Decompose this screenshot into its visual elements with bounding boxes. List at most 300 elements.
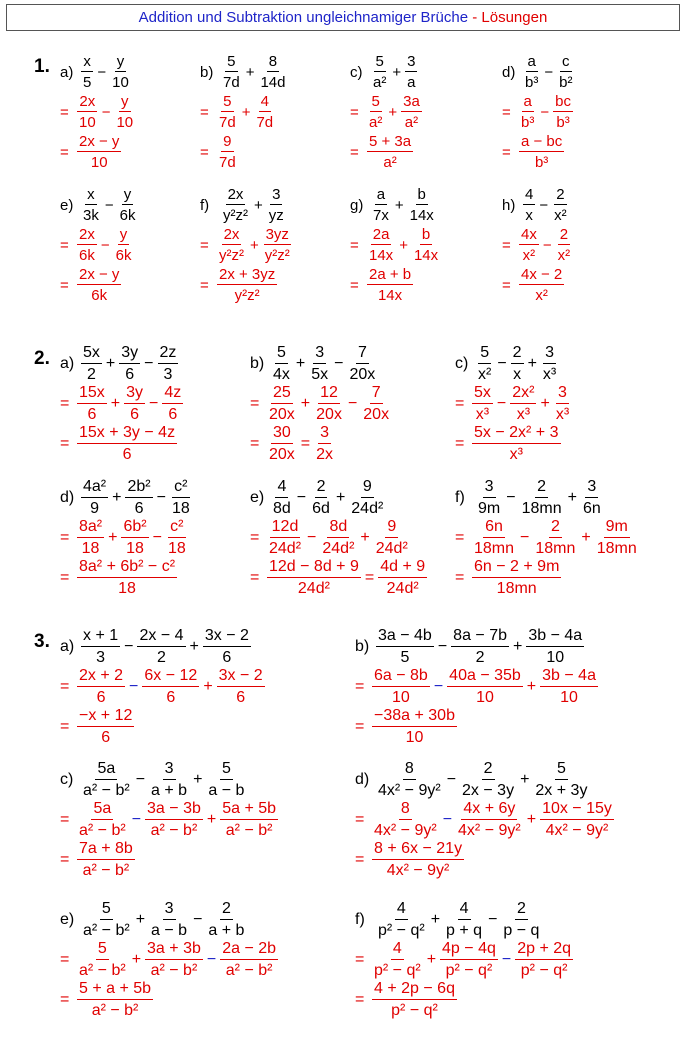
- fraction: [267, 559, 361, 597]
- fraction: [217, 134, 238, 170]
- denominator: 6n: [582, 500, 601, 517]
- solution-line: [355, 707, 599, 747]
- operator: =: [300, 435, 311, 452]
- solution-line: [250, 558, 428, 598]
- numerator: 6n − 2 + 9m: [472, 559, 561, 578]
- operator: −: [149, 395, 159, 412]
- fraction: [125, 479, 152, 517]
- numerator: 3yz: [265, 226, 289, 243]
- operator: −: [542, 236, 552, 254]
- solution-line: [355, 800, 615, 840]
- denominator: 4x² − 9y²: [458, 822, 521, 839]
- fraction: [77, 841, 135, 879]
- fraction: [81, 761, 132, 799]
- exercise-label: d): [355, 771, 370, 788]
- operator: −: [104, 196, 114, 214]
- denominator: 18: [167, 540, 186, 557]
- fraction: [376, 628, 434, 666]
- exercise-label: d): [60, 489, 75, 506]
- denominator: y²z²: [219, 247, 244, 264]
- equals-sign: =: [60, 236, 69, 254]
- fraction: [142, 668, 199, 706]
- numerator: y: [116, 53, 125, 70]
- fraction: [371, 187, 391, 223]
- numerator: 2p + 2q: [515, 941, 573, 960]
- numerator: 2: [535, 479, 548, 498]
- fraction: [472, 425, 561, 463]
- exercise: [60, 52, 136, 172]
- equals-sign: =: [60, 143, 69, 161]
- fraction: [520, 479, 564, 517]
- solution-line: [60, 265, 138, 305]
- equals-sign: =: [355, 811, 365, 828]
- fraction: [372, 668, 430, 706]
- operator: +: [110, 395, 121, 412]
- numerator: 6x − 12: [142, 668, 199, 687]
- fraction: [309, 345, 330, 383]
- numerator: 6n: [483, 519, 505, 538]
- fraction: [217, 668, 265, 706]
- fraction: [408, 187, 436, 223]
- denominator: a + b: [151, 782, 188, 799]
- fraction: [556, 227, 573, 263]
- fraction: [267, 187, 286, 223]
- denominator: 10: [405, 729, 424, 746]
- numerator: 3: [543, 345, 556, 364]
- fraction: [206, 901, 246, 939]
- solution-line: [60, 840, 279, 880]
- section-number: 1.: [34, 56, 50, 77]
- operator: −: [506, 489, 516, 506]
- operator: +: [300, 395, 311, 412]
- denominator: a² − b²: [82, 862, 130, 879]
- numerator: 3a + 3b: [145, 941, 203, 960]
- fraction: [376, 761, 443, 799]
- solution-line: [60, 518, 193, 558]
- solution-line: [455, 518, 640, 558]
- problem-line: [60, 344, 184, 384]
- numerator: y: [119, 226, 128, 243]
- numerator: 2b²: [125, 479, 152, 498]
- solution-line: [60, 384, 184, 424]
- solution-line: [355, 840, 615, 880]
- fraction: [81, 901, 132, 939]
- fraction: [162, 385, 183, 423]
- numerator: 25: [271, 385, 293, 404]
- numerator: 2x²: [510, 385, 536, 404]
- numerator: 8: [403, 761, 416, 780]
- numerator: x: [83, 53, 91, 70]
- operator: −: [544, 63, 554, 81]
- fraction: [77, 559, 177, 597]
- numerator: 2x: [79, 93, 96, 110]
- fraction: [77, 708, 134, 746]
- fraction: [267, 385, 297, 423]
- operator: −: [539, 196, 549, 214]
- fraction: [372, 801, 439, 839]
- denominator: x³: [475, 406, 490, 423]
- equals-sign: =: [350, 236, 359, 254]
- operator: −: [437, 638, 448, 655]
- exercise: [200, 52, 288, 172]
- solution-line: [355, 667, 599, 707]
- fraction: [258, 54, 287, 90]
- operator: +: [245, 63, 255, 81]
- denominator: 14x: [409, 207, 434, 224]
- exercise-label: b): [355, 638, 370, 655]
- numerator: 2x: [227, 186, 244, 203]
- equals-sign: =: [355, 851, 365, 868]
- numerator: 5a + 5b: [220, 801, 278, 820]
- solution-line: [200, 265, 293, 305]
- fraction: [77, 981, 153, 1019]
- numerator: 2: [315, 479, 328, 498]
- denominator: p² − q²: [445, 962, 493, 979]
- denominator: 6: [236, 689, 246, 706]
- numerator: bc: [555, 93, 571, 110]
- fraction: [170, 479, 192, 517]
- operator: +: [105, 355, 116, 372]
- operator: +: [295, 355, 306, 372]
- solution-line: [250, 384, 392, 424]
- operator: +: [394, 196, 404, 214]
- equals-sign: =: [455, 529, 465, 546]
- fraction: [533, 761, 589, 799]
- denominator: 9m: [478, 500, 501, 517]
- denominator: 6k: [119, 207, 136, 224]
- exercise-label: b): [250, 355, 265, 372]
- numerator: b: [417, 186, 426, 203]
- exercise: [60, 900, 279, 1020]
- fraction: [476, 479, 502, 517]
- fraction: [444, 901, 484, 939]
- operator: +: [426, 951, 437, 968]
- problem-line: [355, 900, 574, 940]
- denominator: 14x: [377, 287, 403, 304]
- equals-sign: =: [455, 435, 465, 452]
- operator: −: [206, 951, 217, 968]
- fraction: [203, 628, 251, 666]
- fraction: [367, 267, 413, 303]
- denominator: 4x² − 9y²: [374, 822, 437, 839]
- numerator: 5: [478, 345, 491, 364]
- fraction: [510, 385, 536, 423]
- worksheet-title: Addition und Subtraktion ungleichnamiger Brüche: [138, 9, 469, 26]
- operator: +: [520, 771, 530, 788]
- fraction: [523, 54, 540, 90]
- fraction: [118, 187, 138, 223]
- fraction: [114, 94, 135, 130]
- fraction: [110, 54, 131, 90]
- numerator: 2x + 2: [77, 668, 125, 687]
- problem-line: [455, 344, 572, 384]
- fraction: [540, 668, 598, 706]
- exercise-label: d): [502, 63, 516, 81]
- denominator: 8d: [273, 500, 291, 517]
- exercise-label: c): [350, 63, 363, 81]
- denominator: b²: [559, 74, 573, 91]
- numerator: 2x: [223, 226, 240, 243]
- exercise: [60, 185, 138, 305]
- denominator: 7d: [256, 114, 274, 131]
- fraction: [314, 385, 344, 423]
- denominator: 6d: [312, 500, 330, 517]
- numerator: 3: [163, 901, 176, 920]
- denominator: a² − b²: [225, 822, 273, 839]
- exercise-label: a): [60, 63, 74, 81]
- worksheet-subtitle: Lösungen: [481, 9, 548, 26]
- denominator: 10: [90, 154, 108, 171]
- numerator: 4p − 4q: [440, 941, 498, 960]
- fraction: [374, 519, 410, 557]
- denominator: 18mn: [535, 540, 576, 557]
- numerator: 2: [556, 186, 565, 203]
- operator: +: [581, 529, 591, 546]
- numerator: 5a: [95, 761, 117, 780]
- exercise-label: f): [355, 911, 365, 928]
- fraction: [372, 841, 464, 879]
- operator: −: [334, 355, 344, 372]
- denominator: a + b: [208, 922, 245, 939]
- operator: −: [100, 236, 110, 254]
- operator: +: [250, 236, 259, 254]
- fraction: [77, 801, 128, 839]
- fraction: [372, 941, 423, 979]
- fraction: [145, 801, 203, 839]
- numerator: a: [527, 53, 536, 70]
- fraction: [124, 385, 145, 423]
- problem-line: [250, 478, 428, 518]
- denominator: a² − b²: [83, 922, 130, 939]
- equals-sign: =: [60, 103, 69, 121]
- numerator: 2x − 4: [137, 628, 185, 647]
- exercise-label: f): [200, 196, 210, 214]
- problem-line: [60, 760, 279, 800]
- equals-sign: =: [60, 395, 70, 412]
- fraction: [372, 981, 457, 1019]
- problem-line: [502, 52, 575, 92]
- denominator: 20x: [269, 446, 295, 463]
- numerator: 4d + 9: [378, 559, 427, 578]
- fraction: [217, 94, 238, 130]
- numerator: 3y: [124, 385, 145, 404]
- numerator: −x + 12: [77, 708, 134, 727]
- numerator: 3: [313, 345, 326, 364]
- numerator: 5: [100, 901, 113, 920]
- fraction: [511, 345, 524, 383]
- problem-line: [200, 185, 293, 225]
- operator: +: [112, 489, 122, 506]
- numerator: 6a − 8b: [372, 668, 430, 687]
- denominator: 24d²: [297, 580, 330, 597]
- fraction: [263, 227, 292, 263]
- numerator: 9m: [604, 519, 630, 538]
- exercise-label: g): [350, 196, 364, 214]
- fraction: [361, 385, 391, 423]
- denominator: 6k: [115, 247, 132, 264]
- numerator: 8 + 6x − 21y: [372, 841, 464, 860]
- operator: −: [446, 771, 457, 788]
- fraction: [77, 134, 121, 170]
- fraction: [401, 94, 422, 130]
- denominator: 18: [126, 540, 144, 557]
- fraction: [367, 134, 413, 170]
- numerator: 2x − y: [79, 133, 120, 150]
- exercise: [60, 344, 184, 464]
- solution-line: [60, 424, 184, 464]
- operator: −: [442, 811, 453, 828]
- equals-sign: =: [250, 395, 260, 412]
- fraction: [121, 519, 148, 557]
- numerator: y: [123, 186, 132, 203]
- problem-line: [60, 185, 138, 225]
- solution-line: [502, 225, 573, 265]
- numerator: 9: [385, 519, 398, 538]
- denominator: 4x: [273, 366, 290, 383]
- numerator: 4x: [521, 226, 537, 243]
- fraction: [158, 345, 179, 383]
- fraction: [320, 519, 356, 557]
- numerator: 5x: [472, 385, 493, 404]
- fraction: [77, 941, 128, 979]
- fraction: [519, 227, 539, 263]
- fraction: [472, 385, 493, 423]
- denominator: y²z²: [223, 207, 248, 224]
- solution-line: [502, 265, 573, 305]
- operator: +: [526, 678, 537, 695]
- solution-line: [502, 132, 575, 172]
- problem-line: [60, 478, 193, 518]
- numerator: 5 + a + 5b: [77, 981, 153, 1000]
- equals-sign: =: [350, 276, 359, 294]
- exercise-label: a): [60, 355, 75, 372]
- fraction: [220, 941, 278, 979]
- operator: −: [296, 489, 307, 506]
- numerator: 8a²: [77, 519, 104, 538]
- solution-line: [350, 265, 441, 305]
- fraction: [137, 628, 185, 666]
- solution-line: [455, 558, 640, 598]
- denominator: 6: [130, 406, 140, 423]
- denominator: 3: [96, 649, 106, 666]
- operator: +: [399, 236, 408, 254]
- numerator: 4: [275, 479, 288, 498]
- denominator: 4x² − 9y²: [386, 862, 450, 879]
- numerator: 3: [483, 479, 496, 498]
- denominator: x: [525, 207, 533, 224]
- denominator: 9: [90, 500, 100, 517]
- numerator: 4a²: [81, 479, 108, 498]
- numerator: 8a² + 6b² − c²: [77, 559, 177, 578]
- operator: +: [360, 529, 370, 546]
- fraction: [519, 134, 564, 170]
- problem-line: [355, 627, 599, 667]
- operator: +: [189, 638, 199, 655]
- operator: −: [144, 355, 154, 372]
- fraction: [519, 94, 536, 130]
- exercise-label: h): [502, 196, 516, 214]
- denominator: a² − b²: [79, 962, 126, 979]
- numerator: 2: [549, 519, 562, 538]
- exercise-label: c): [60, 771, 74, 788]
- operator: −: [307, 529, 317, 546]
- fraction: [460, 761, 516, 799]
- solution-line: [60, 225, 138, 265]
- denominator: 14d: [260, 74, 286, 91]
- denominator: 6: [166, 689, 176, 706]
- equals-sign: =: [502, 143, 511, 161]
- operator: +: [335, 489, 346, 506]
- operator: −: [540, 103, 550, 121]
- numerator: x: [87, 186, 95, 203]
- denominator: 2x − 3y: [462, 782, 515, 799]
- numerator: 9: [223, 133, 232, 150]
- numerator: 5a: [91, 801, 113, 820]
- solution-line: [60, 667, 266, 707]
- equals-sign: =: [60, 951, 70, 968]
- denominator: 24d²: [269, 540, 302, 557]
- denominator: 18: [118, 580, 136, 597]
- exercise: [250, 344, 392, 464]
- numerator: 8: [399, 801, 412, 820]
- operator: +: [203, 678, 213, 695]
- denominator: p − q: [503, 922, 540, 939]
- fraction: [541, 345, 558, 383]
- fraction: [376, 901, 427, 939]
- exercise-label: b): [200, 63, 214, 81]
- denominator: 18mn: [521, 500, 562, 517]
- problem-line: [350, 52, 423, 92]
- numerator: 3b − 4a: [526, 628, 584, 647]
- numerator: 5: [555, 761, 568, 780]
- problem-line: [355, 760, 615, 800]
- numerator: 5: [223, 93, 232, 110]
- operator: −: [131, 811, 142, 828]
- operator: −: [97, 63, 107, 81]
- fraction: [77, 94, 98, 130]
- numerator: 4: [391, 941, 404, 960]
- operator: +: [135, 911, 146, 928]
- fraction: [81, 54, 93, 90]
- denominator: a²: [373, 74, 387, 91]
- equals-sign: =: [60, 678, 70, 695]
- denominator: 7x: [373, 207, 389, 224]
- exercise: [455, 344, 572, 464]
- solution-line: [60, 558, 193, 598]
- fraction: [81, 628, 120, 666]
- solution-line: [60, 800, 279, 840]
- numerator: 2: [482, 761, 495, 780]
- operator: +: [206, 811, 217, 828]
- equals-sign: =: [355, 951, 365, 968]
- operator: +: [513, 638, 523, 655]
- denominator: 24d²: [375, 540, 408, 557]
- numerator: 2x: [79, 226, 95, 243]
- denominator: 14x: [413, 247, 439, 264]
- operator: −: [433, 678, 444, 695]
- equals-sign: =: [250, 529, 260, 546]
- operator: −: [156, 489, 166, 506]
- equals-sign: =: [60, 811, 70, 828]
- equals-sign: =: [502, 236, 511, 254]
- fraction: [348, 345, 378, 383]
- problem-line: [60, 900, 279, 940]
- fraction: [271, 345, 292, 383]
- fraction: [595, 519, 639, 557]
- numerator: a: [376, 186, 386, 203]
- denominator: a − b: [208, 782, 245, 799]
- numerator: 30: [271, 425, 293, 444]
